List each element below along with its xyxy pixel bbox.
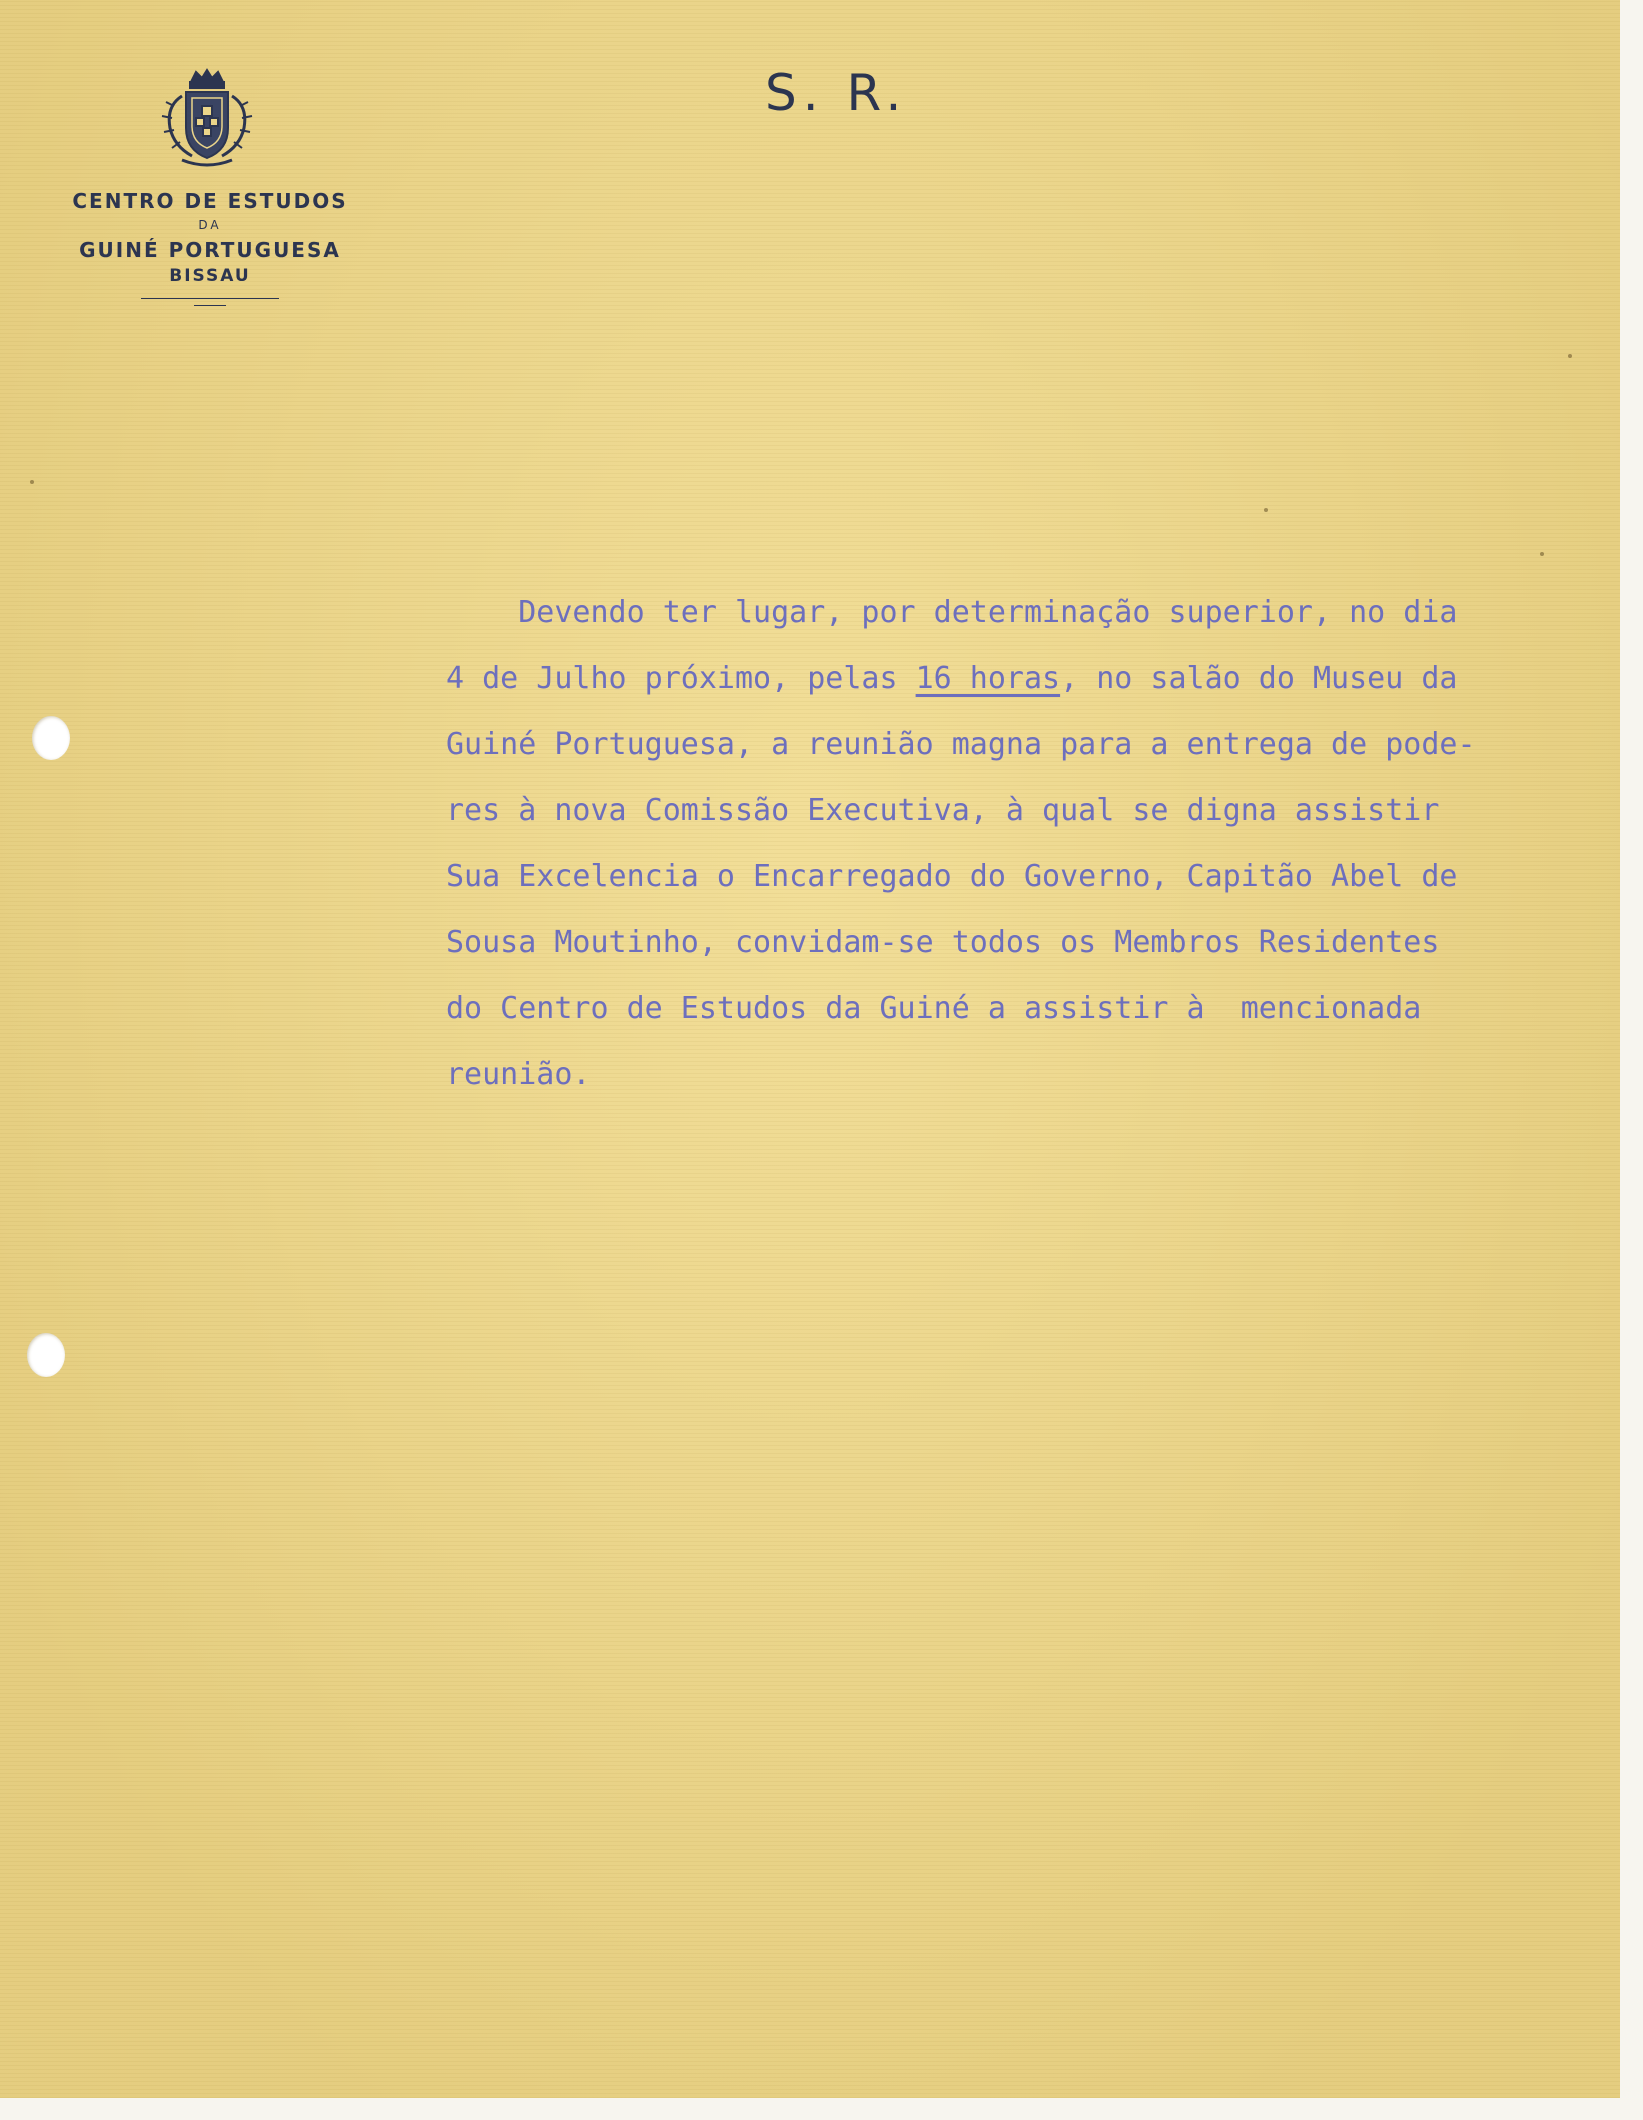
body-line-4: res à nova Comissão Executiva, à qual se digna assistir	[446, 793, 1440, 828]
punch-hole-bottom	[27, 1333, 65, 1377]
punch-hole-top	[32, 716, 70, 760]
scan-margin-bottom	[0, 2098, 1643, 2120]
paper-speck	[1568, 354, 1572, 358]
body-line-6: Sousa Moutinho, convidam-se todos os Membros Residentes	[446, 925, 1440, 960]
body-line-8: reunião.	[446, 1057, 591, 1092]
scan-margin-right	[1620, 0, 1643, 2120]
coat-of-arms-seal	[152, 66, 262, 176]
sr-mark: S. R.	[765, 64, 908, 122]
body-line-2	[446, 646, 1616, 712]
paper-speck	[1264, 508, 1268, 512]
letterhead	[40, 188, 380, 306]
letterhead-line-4: BISSAU	[169, 266, 251, 286]
body-line-2-end: , no salão do Museu da	[1060, 661, 1458, 696]
body-line-7: do Centro de Estudos da Guiné a assistir à mencionada	[446, 991, 1422, 1026]
letterhead-line-3: GUINÉ PORTUGUESA	[79, 238, 341, 262]
letterhead-line-1: CENTRO DE ESTUDOS	[72, 189, 348, 213]
body-line-3: Guiné Portuguesa, a reunião magna para a entrega de pode-	[446, 727, 1476, 762]
body-line-5: Sua Excelencia o Encarregado do Governo, Capitão Abel de	[446, 859, 1458, 894]
body-line-2-start: 4 de Julho próximo, pelas	[446, 661, 916, 696]
paper-speck	[1540, 552, 1544, 556]
letterhead-line-2: DA	[198, 218, 222, 232]
meeting-time: 16 horas	[915, 661, 1061, 696]
letter-body	[446, 580, 1616, 1108]
paper-speck	[30, 480, 34, 484]
letterhead-rule-short	[194, 305, 226, 306]
letterhead-rule	[141, 298, 279, 299]
body-line-1: Devendo ter lugar, por determinação superior, no dia	[446, 595, 1458, 630]
